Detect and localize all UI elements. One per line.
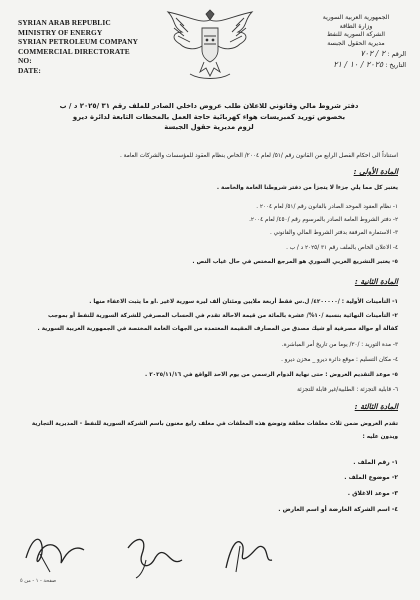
document-title [20,101,398,133]
letterhead-line: الشركة السورية للنفط [327,31,385,38]
title-line: بخصوص توريد كمبريسات هواء كهربائية حاجة العمل بالمحطات التابعة لدائرة ديرو [72,112,346,121]
article-3-item: ٣- موعد الاغلاق . [347,490,398,497]
date-value: ٢٠٢٥ / ١٠ / ٢١ [333,59,384,69]
document-number: الرقم : ٢ / ٧٠٢ [360,49,406,58]
article-3-lead: ويدون عليه : [362,434,398,440]
article-2-item: ٦- قابلية التجزئة : الطلبية/غير قابلة للتجزئة [297,387,398,393]
article-3-item: ١- رقم الملف . [353,459,398,466]
letterhead-line: COMMERCIAL DIRECTORATE [18,46,130,56]
letterhead-line: SYRIAN ARAB REPUBLIC [18,18,111,27]
article-1-heading: المادة الأولى : [353,167,398,176]
letterhead-arabic [306,14,406,69]
article-2-item: كفالة أو حوالة مصرفية أو شيك مصدق من المصارف المقيمة المعتمدة من الجهات العامة المختصة في الجمهورية العربية السورية . [37,326,398,332]
signature-middle [118,530,188,580]
article-1-lead: يعتبر كل مما يلي جزءا لا يتجزأ من دفتر شروطنا العامة والخاصة . [216,185,398,191]
article-3-item: ٢- موضوع الملف . [344,474,398,481]
article-2-heading: المادة الثانية : [354,277,398,286]
letterhead-line: مديرية الحقول الجبسة [327,39,385,47]
article-1-item: ٥- يعتبر التشريع العربي السوري هو المرجع المختص في حال غياب النص . [192,259,398,265]
article-3-item: ٤- اسم الشركة العارضة أو اسم العارض . [278,506,398,513]
letterhead-english [18,18,138,76]
eagle-emblem-icon [160,6,260,84]
article-1-item: ٢- دفتر الشروط العامة الصادر بالمرسوم رقم /٤٥٠/ لعام ٢٠٠٤. [249,217,398,223]
document-date: التاريخ : ٢٠٢٥ / ١٠ / ٢١ [333,59,406,69]
article-2-item: ٢- التأمينات النهائية بنسبة /١٠%/ عشرة بالمائة من قيمة الاحالة تقدم في الحساب المصرفي للشركة السورية للنفط أو بموجب [48,313,398,319]
article-2-item: ٣- مدة التوريد : /٣٠/ يوما من تاريخ أمر المباشرة. [281,342,398,348]
number-label: الرقم [391,50,406,58]
letterhead-line: SYRIAN PETROLEUM COMPANY [18,37,139,47]
letterhead-line: الجمهورية العربية السورية [322,14,390,21]
signature-left [20,528,90,578]
signature-right [218,528,278,578]
page-footer: صفحة - ١ - من ٥ [20,578,57,584]
letterhead-date-label: DATE: [18,65,41,75]
article-2-item: ٥- موعد التقديم العروض : حتى نهاية الدوام الرسمي من يوم الاحد الواقع في ٢٠٢٥/١١/١٦ . [145,372,398,378]
letterhead-line: وزارة الطاقة [339,22,373,30]
article-1-item: ٣- الاستمارة المرفقة بدفتر الشروط المالي والقانوني . [269,230,398,236]
letterhead-number-label: NO: [18,56,32,66]
title-line: دفتر شروط مالي وقانوني للاعلان طلب عروض داخلي الصادر للملف رقم ٣١ /٢٠٢٥ د / ب [59,102,359,110]
article-3-lead: تقدم العروض ضمن ثلاث مغلفات مغلقة وتوضع هذه المغلفات في مغلف رابع معنون باسم الشركة السورية للنفط - المديرية التجارية [31,421,398,427]
article-3-heading: المادة الثالثة : [354,402,398,411]
article-1-item: ١- نظام العقود الموحد الصادر بالقانون رقم /٥١/ لعام ٢٠٠٤ . [256,204,398,210]
intro-paragraph: استناداً الى احكام الفصل الرابع من القانون رقم /٥١/ لعام ٢٠٠٤/ الخاص بنظام العقود للمؤسسات والشركات العامة . [119,153,398,159]
title-line: لزوم مديرية حقول الجبسة [164,123,254,131]
number-value: ٢ / ٧٠٢ [360,49,386,58]
article-1-item: ٤- الاعلان الخاص بالملف رقم ٣١ /٢٠٢٥ د / ب . [286,245,398,251]
date-label: التاريخ [389,60,406,69]
letterhead-line: MINISTRY OF ENERGY [18,27,103,37]
article-2-item: ١- التأمينات الأولية : /٤٢٠٠٠٠٠/ ل.س فقط أربعة ملايين ومئتان ألف ليرة سورية لاغير .او ما يثبت الاعفاء منها . [89,299,398,305]
article-2-item: ٤- مكان التسليم : موقع دائرة ديرو _ مخزن ديرو . [281,357,398,363]
